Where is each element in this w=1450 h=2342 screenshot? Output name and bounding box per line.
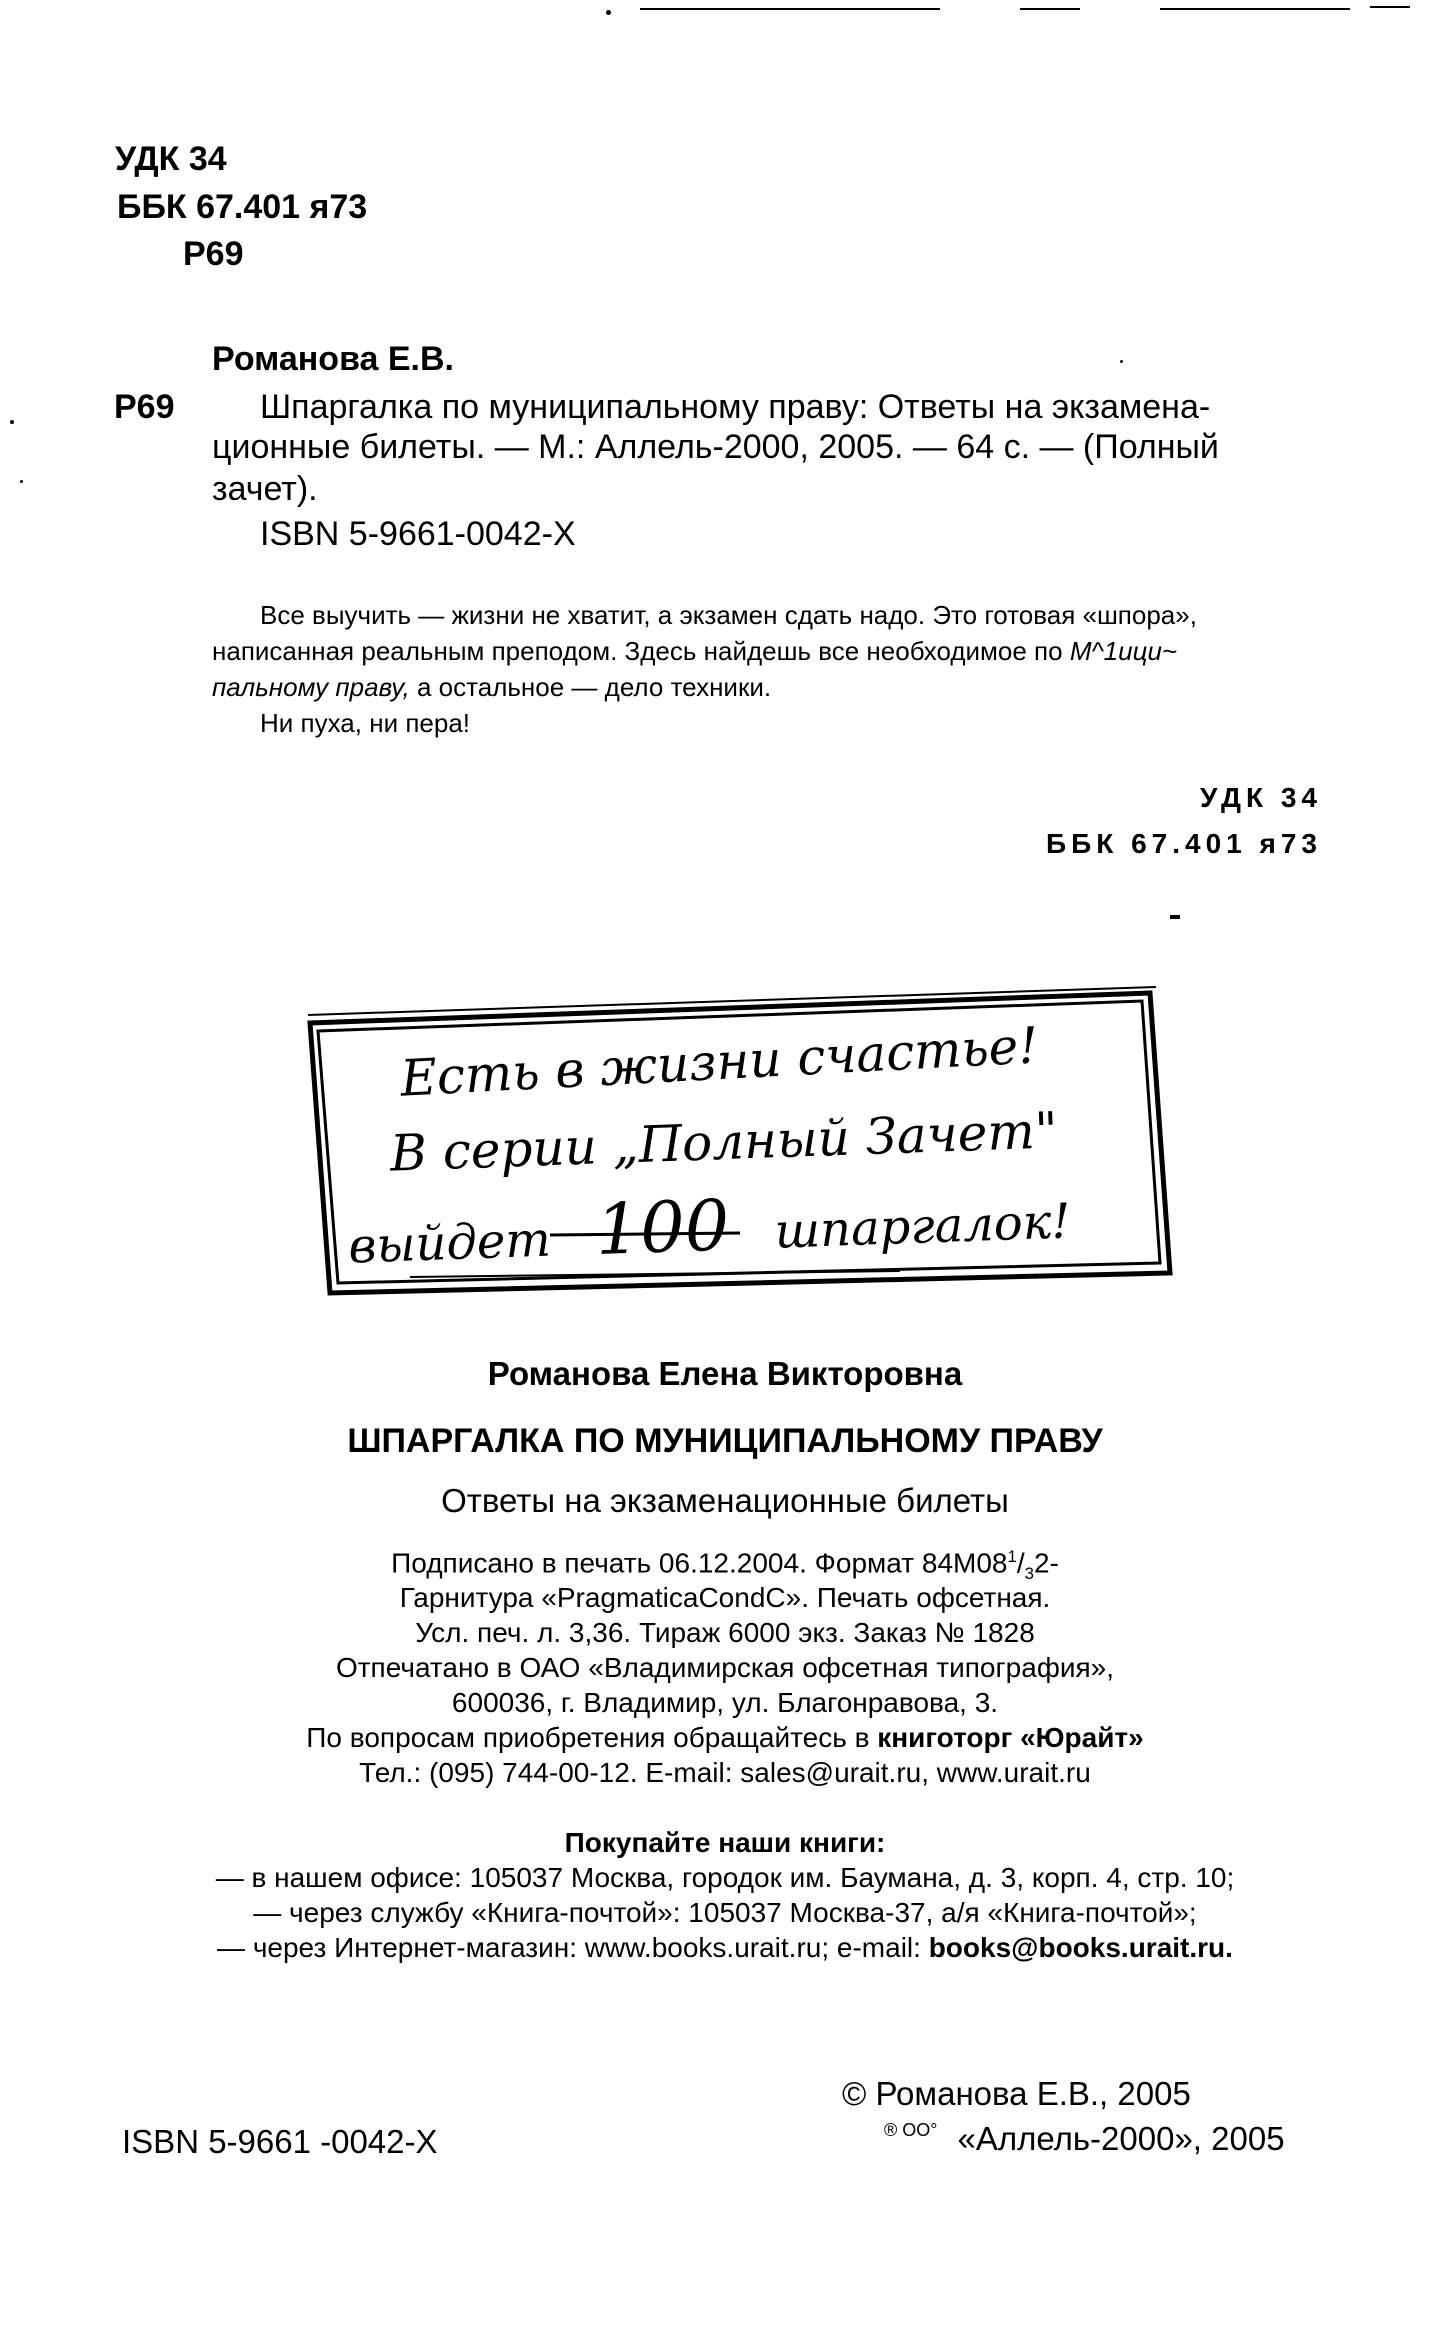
scan-line [640,8,940,10]
imprint-author: Романова Елена Викторовна [487,1355,963,1392]
scan-line [1020,8,1080,10]
annotation-line4: Ни пуха, ни пера! [260,708,471,738]
handwritten-note [300,975,1180,1305]
imprint-address: 600036, г. Владимир, ул. Благонравова, 3. [451,1687,999,1718]
author-sign-code: Р69 [183,235,244,273]
scan-speck [1170,915,1180,919]
annotation-line3: пальному праву, а остальное — дело техники. [212,672,772,702]
scan-speck [1120,360,1123,363]
imprint-printed-at: Отпечатано в ОАО «Владимирская офсетная типография», [335,1652,1115,1683]
right-bbk-code: ББК 67.401 я73 [1045,828,1322,859]
handwritten-line3: выйдет 100 шпаргалок! [347,1184,1072,1275]
catalog-code: Р69 [114,388,175,426]
annotation-line1: Все выучить — жизни не хватит, а экзамен сдать надо. Это готовая «шпора», [260,600,1197,630]
catalog-isbn: ISBN 5-9661-0042-X [260,515,576,553]
imprint-print-sheets: Усл. печ. л. 3,36. Тираж 6000 экз. Заказ № 1828 [415,1617,1035,1648]
publisher-mark: ® ОО° [884,2120,938,2140]
imprint-subtitle: Ответы на экзаменационные билеты [441,1482,1009,1519]
catalog-desc-line1: Шпаргалка по муниципальному праву: Ответы на экзамена- [260,388,1211,426]
imprint-phone: Тел.: (095) 744-00-12. E-mail: sales@urait.ru, www.urait.ru [359,1757,1091,1788]
copyright-publisher: $^{® ОО^\circ}$ «Аллель-2000», 2005 [884,2120,1285,2157]
annotation-line2: написанная реальным преподом. Здесь найдешь все необходимое по М^1ици~ [212,636,1178,666]
catalog-desc-line2: ционные билеты. — М.: Аллель-2000, 2005. — 64 с. — (Полный [212,428,1219,466]
bbk-code: ББК 67.401 я73 [117,188,368,226]
buy-heading: Покупайте наши книги: [564,1827,886,1858]
handwritten-line1: Есть в жизни счастье! [398,1016,1040,1108]
buy-line2: — через службу «Книга-почтой»: 105037 Москва-37, а/я «Книга-почтой»; [253,1897,1197,1928]
scan-line [1160,8,1350,10]
scan-speck [20,480,23,483]
handwritten-line2: В серии „Полный Зачет" [389,1101,1059,1183]
copyright-author: © Романова Е.В., 2005 [842,2075,1191,2112]
right-udk-code: УДК 34 [1200,782,1322,813]
buy-line1: — в нашем офисе: 105037 Москва, городок им. Баумана, д. 3, корп. 4, стр. 10; [215,1862,1235,1893]
catalog-author: Романова Е.В. [212,340,455,378]
imprint-questions: По вопросам приобретения обращайтесь в книготорг «Юрайт» [306,1722,1144,1753]
imprint-signed: Подписано в печать 06.12.2004. Формат $84М08^1/_32-$ [391,1547,1059,1583]
scan-speck [606,10,611,15]
buy-line3: — через Интернет-магазин: www.books.urait.ru; e-mail: books@books.urait.ru. [217,1932,1233,1963]
imprint-title: ШПАРГАЛКА ПО МУНИЦИПАЛЬНОМУ ПРАВУ [347,1422,1103,1460]
imprint-typeface: Гарнитура «PragmaticaCondC». Печать офсетная. [399,1582,1051,1613]
footer-isbn: ISBN 5-9661 -0042-X [122,2123,438,2160]
scan-speck [10,420,14,424]
scan-line [1370,6,1410,8]
catalog-desc-line3: зачет). [212,470,318,508]
udk-code: УДК 34 [115,140,227,178]
